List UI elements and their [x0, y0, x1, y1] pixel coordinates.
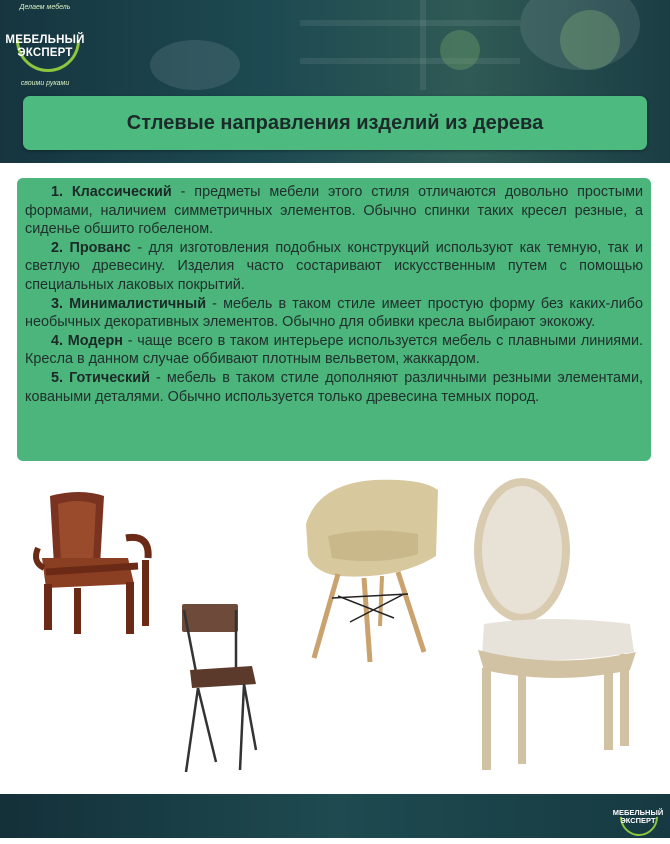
- brand-logo: [4, 2, 86, 88]
- style-description: - предметы мебели этого стиля отличаются довольно простыми формами, наличием симметричных элементов. Обычно спинки таких кресел резные, а сиденье обшито гобеленом.: [25, 184, 643, 238]
- footer-logo-line2: ЭКСПЕРТ: [620, 816, 656, 825]
- style-description: - чаще всего в таком интерьере используется мебель с плавными линиями. Кресла в данном случае оббивают плотным вельветом, жаккардом.: [25, 332, 643, 368]
- header-banner: [0, 0, 670, 163]
- page-title: Стлевые направления изделий из дерева: [126, 111, 544, 134]
- style-name: 1. Классический: [51, 184, 172, 200]
- logo-tagline-top: Делаем мебель: [19, 4, 71, 11]
- logo-brand-line1: МЕБЕЛЬНЫЙ: [5, 34, 85, 46]
- styles-list: [17, 178, 651, 461]
- minimalist-chair-image: [178, 600, 260, 774]
- logo-brand-line2: ЭКСПЕРТ: [17, 47, 73, 59]
- style-item-classic: [25, 183, 643, 239]
- style-name: 5. Готический: [51, 369, 150, 386]
- footer-logo: [606, 795, 670, 838]
- logo-tagline-bottom: своими руками: [20, 80, 70, 87]
- footer-bar: [0, 794, 670, 838]
- title-box: [23, 96, 647, 150]
- classic-armchair-image: [30, 488, 160, 636]
- style-item-provence: [25, 239, 643, 295]
- style-name: 2. Прованс: [51, 239, 131, 256]
- style-name: 3. Минималистичный: [51, 295, 207, 312]
- footer-logo-line1: МЕБЕЛЬНЫЙ: [612, 808, 664, 817]
- style-name: 4. Модерн: [51, 332, 123, 349]
- modern-shell-chair-image: [298, 476, 444, 664]
- provence-medallion-chair-image: [470, 474, 640, 776]
- style-item-gothic: [25, 369, 643, 406]
- style-description: - мебель в таком стиле дополняют различными резными элементами, коваными деталями. Обычно используется только древесина темных пород.: [25, 369, 643, 405]
- style-description: - мебель в таком стиле имеет простую форму без каких-либо необычных декоративных элементов. Обычно для обивки кресла выбирают экокожу.: [25, 295, 643, 331]
- style-item-modern: [25, 332, 643, 369]
- style-item-minimalist: [25, 295, 643, 332]
- style-description: - для изготовления подобных конструкций используют как темную, так и светлую древесину. Изделия часто состаривают искусственным путем с помощью специальных лаковых покрытий.: [25, 239, 643, 293]
